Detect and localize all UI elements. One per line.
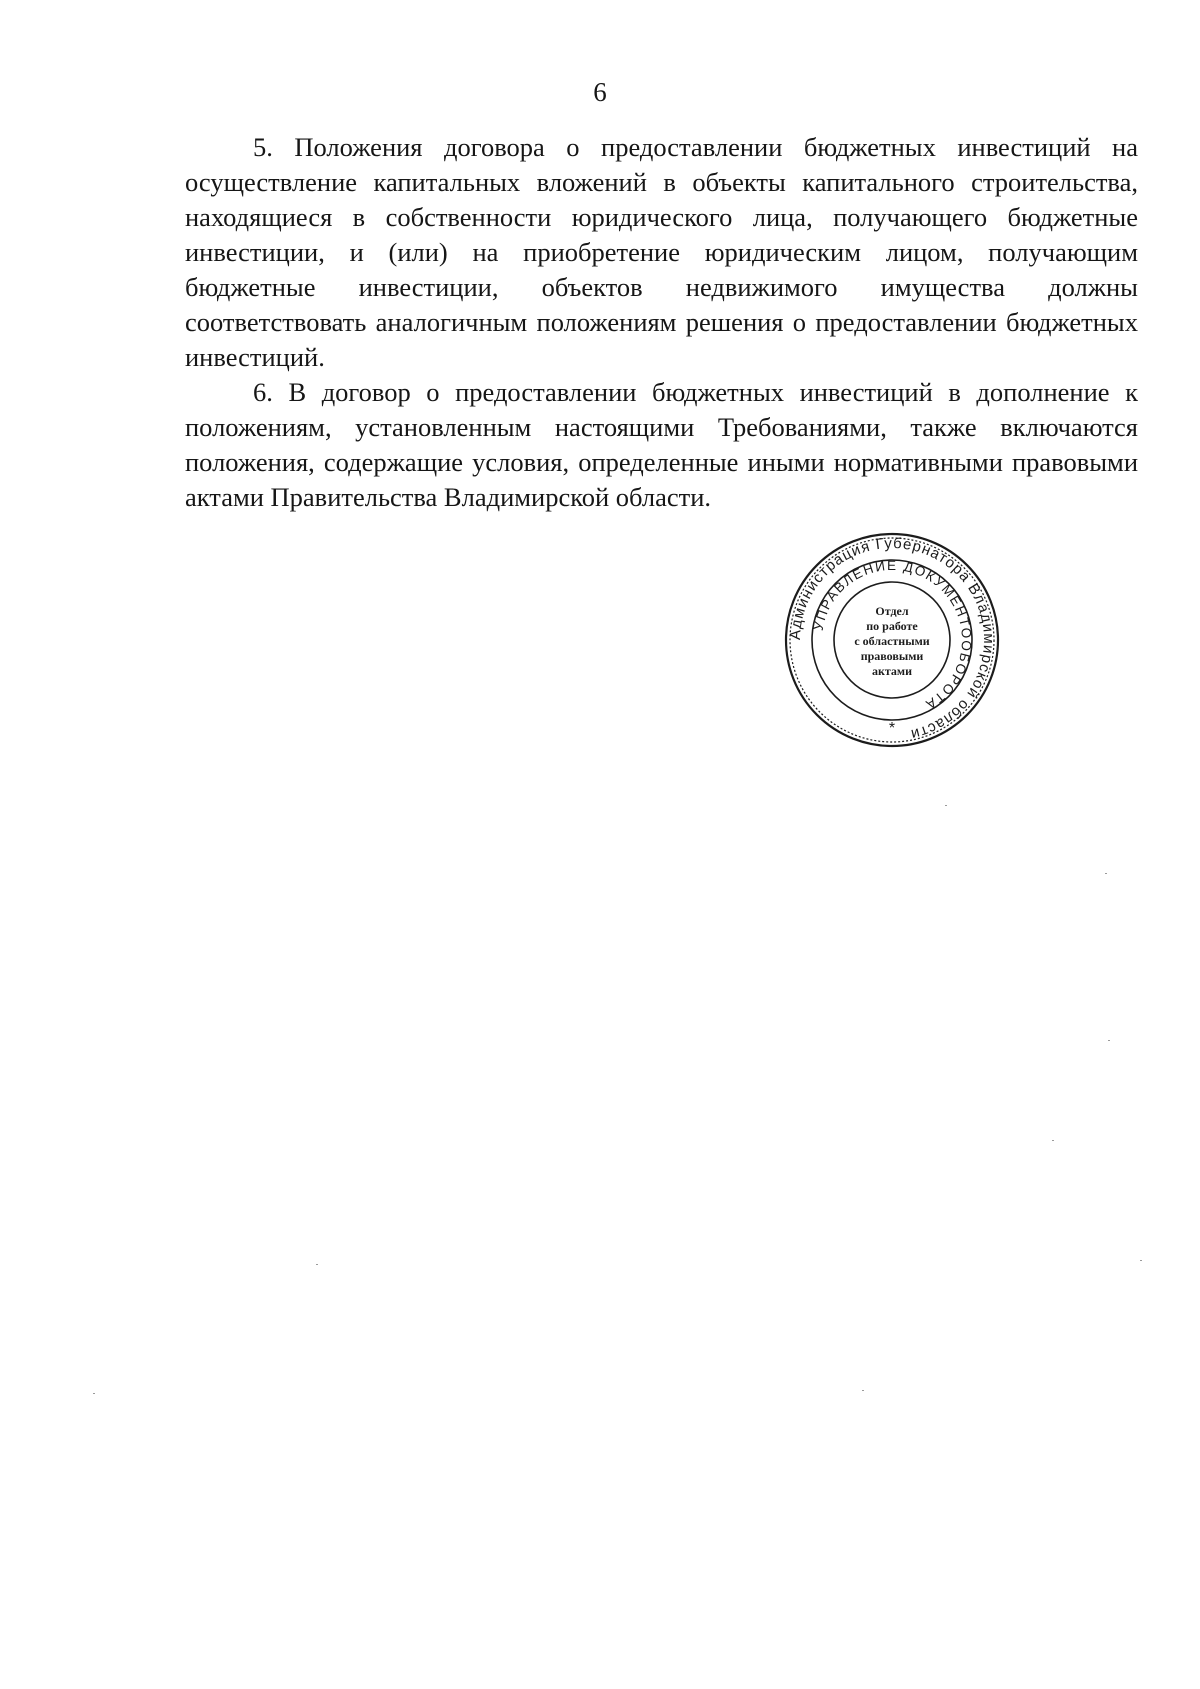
stamp-center-line-5: актами <box>871 664 913 678</box>
official-seal-stamp <box>782 530 1002 750</box>
scan-speck <box>1140 1260 1142 1261</box>
paragraph-5: 5. Положения договора о предоставлении бюджетных инвестиций на осуществление капитальных вложений в объекты капитального строительства, находящиеся в собственности юридического лица, получающего бюджетные инвестиции, и (или) на приобретение юридическим лицом, получающим бюджетные инвестиции, объектов недвижимого имущества должны соответствовать аналогичным положениям решения о предоставлении бюджетных инвестиций. <box>185 132 1138 372</box>
stamp-center-line-4: правовыми <box>860 649 924 663</box>
stamp-star: * <box>888 720 896 737</box>
scan-speck <box>862 1390 864 1391</box>
paragraph-6: 6. В договор о предоставлении бюджетных инвестиций в дополнение к положениям, установленным настоящими Требованиями, также включаются положения, содержащие условия, определенные иными нормативными правовыми актами Правительства Владимирской области. <box>185 377 1138 512</box>
stamp-center-line-1: Отдел <box>875 604 909 618</box>
scan-speck <box>1105 873 1107 874</box>
stamp-inner-ring-text: УПРАВЛЕНИЕ ДОКУМЕНТООБОРОТА <box>810 557 975 713</box>
document-body <box>185 130 1138 515</box>
stamp-center-line-3: с областными <box>854 634 930 648</box>
stamp-outer-ring-text: Администрация Губернатора Владимирской области <box>786 534 998 744</box>
stamp-center-line-2: по работе <box>866 619 918 633</box>
scan-speck <box>945 805 947 806</box>
scan-speck <box>93 1393 95 1394</box>
scan-speck <box>1052 1140 1054 1141</box>
scan-speck <box>316 1264 318 1265</box>
page-number: 6 <box>593 77 607 107</box>
scan-speck <box>1108 1040 1110 1041</box>
